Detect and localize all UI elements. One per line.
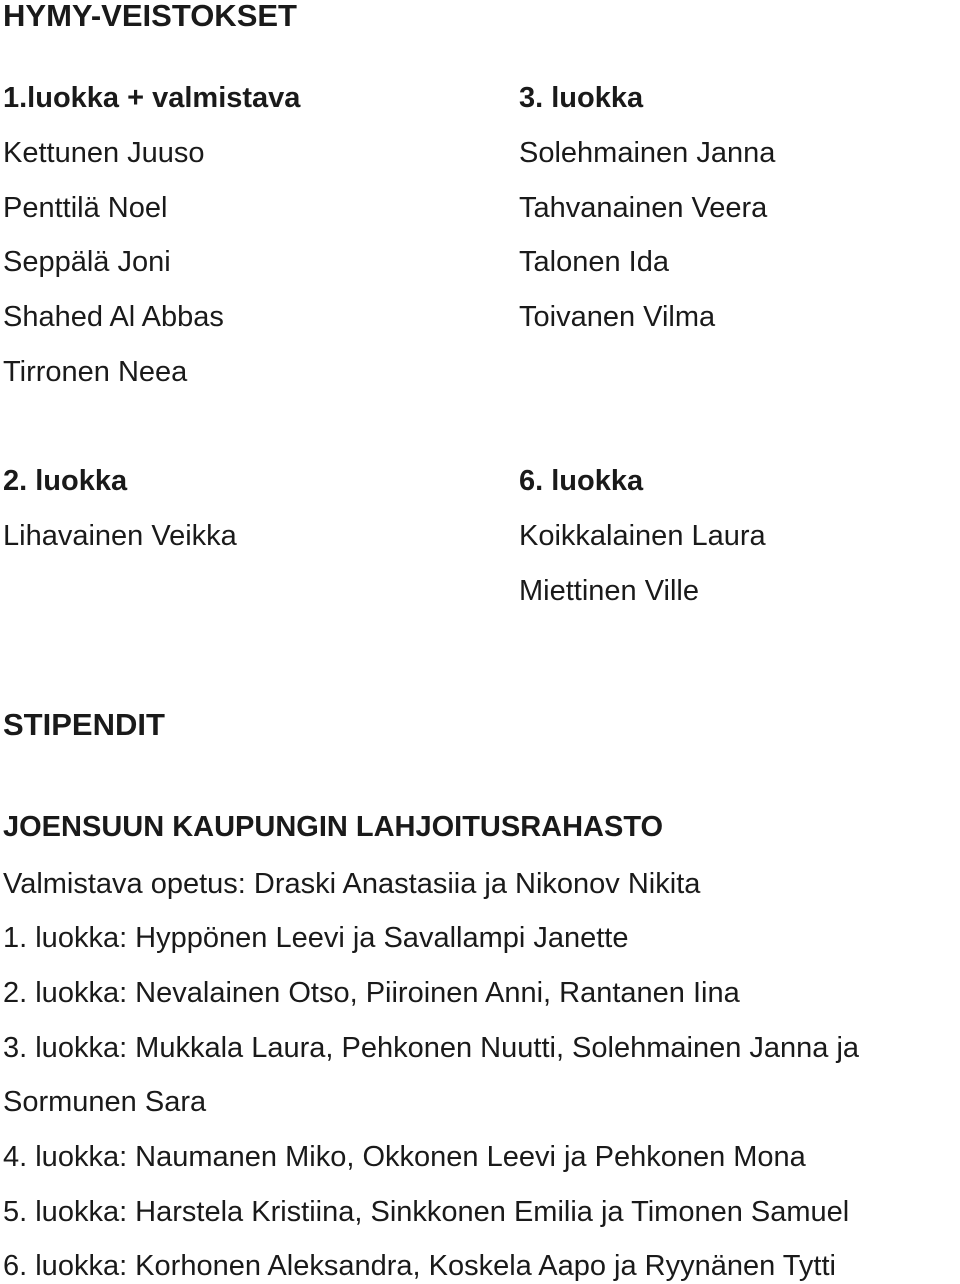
list-item: Koikkalainen Laura [519, 520, 766, 552]
list-item: Solehmainen Janna [519, 137, 776, 169]
list-item: Tirronen Neea [3, 356, 188, 388]
award-line: 1. luokka: Hyppönen Leevi ja Savallampi Janette [3, 922, 629, 954]
list-item: Shahed Al Abbas [3, 301, 224, 333]
page-title: HYMY-VEISTOKSET [3, 0, 297, 33]
award-line: 4. luokka: Naumanen Miko, Okkonen Leevi ja Pehkonen Mona [3, 1141, 806, 1173]
list-item: Seppälä Joni [3, 246, 171, 278]
list-item: Penttilä Noel [3, 192, 168, 224]
list-item: Talonen Ida [519, 246, 669, 278]
award-line: Sormunen Sara [3, 1086, 207, 1118]
group-heading-3: 3. luokka [519, 82, 644, 114]
list-item: Lihavainen Veikka [3, 520, 237, 552]
award-line: 5. luokka: Harstela Kristiina, Sinkkonen Emilia ja Timonen Samuel [3, 1196, 850, 1228]
fund-heading: JOENSUUN KAUPUNGIN LAHJOITUSRAHASTO [3, 811, 664, 843]
list-item: Miettinen Ville [519, 575, 700, 607]
list-item: Kettunen Juuso [3, 137, 205, 169]
award-line: 3. luokka: Mukkala Laura, Pehkonen Nuutti, Solehmainen Janna ja [3, 1032, 860, 1064]
group-heading-2: 2. luokka [3, 465, 128, 497]
award-line: Valmistava opetus: Draski Anastasiia ja Nikonov Nikita [3, 868, 701, 900]
group-heading-1: 1.luokka + valmistava [3, 82, 301, 114]
section-heading-stipendit: STIPENDIT [3, 707, 165, 742]
group-heading-6: 6. luokka [519, 465, 644, 497]
list-item: Tahvanainen Veera [519, 192, 768, 224]
award-line: 6. luokka: Korhonen Aleksandra, Koskela Aapo ja Ryynänen Tytti [3, 1250, 836, 1282]
award-line: 2. luokka: Nevalainen Otso, Piiroinen Anni, Rantanen Iina [3, 977, 740, 1009]
list-item: Toivanen Vilma [519, 301, 716, 333]
